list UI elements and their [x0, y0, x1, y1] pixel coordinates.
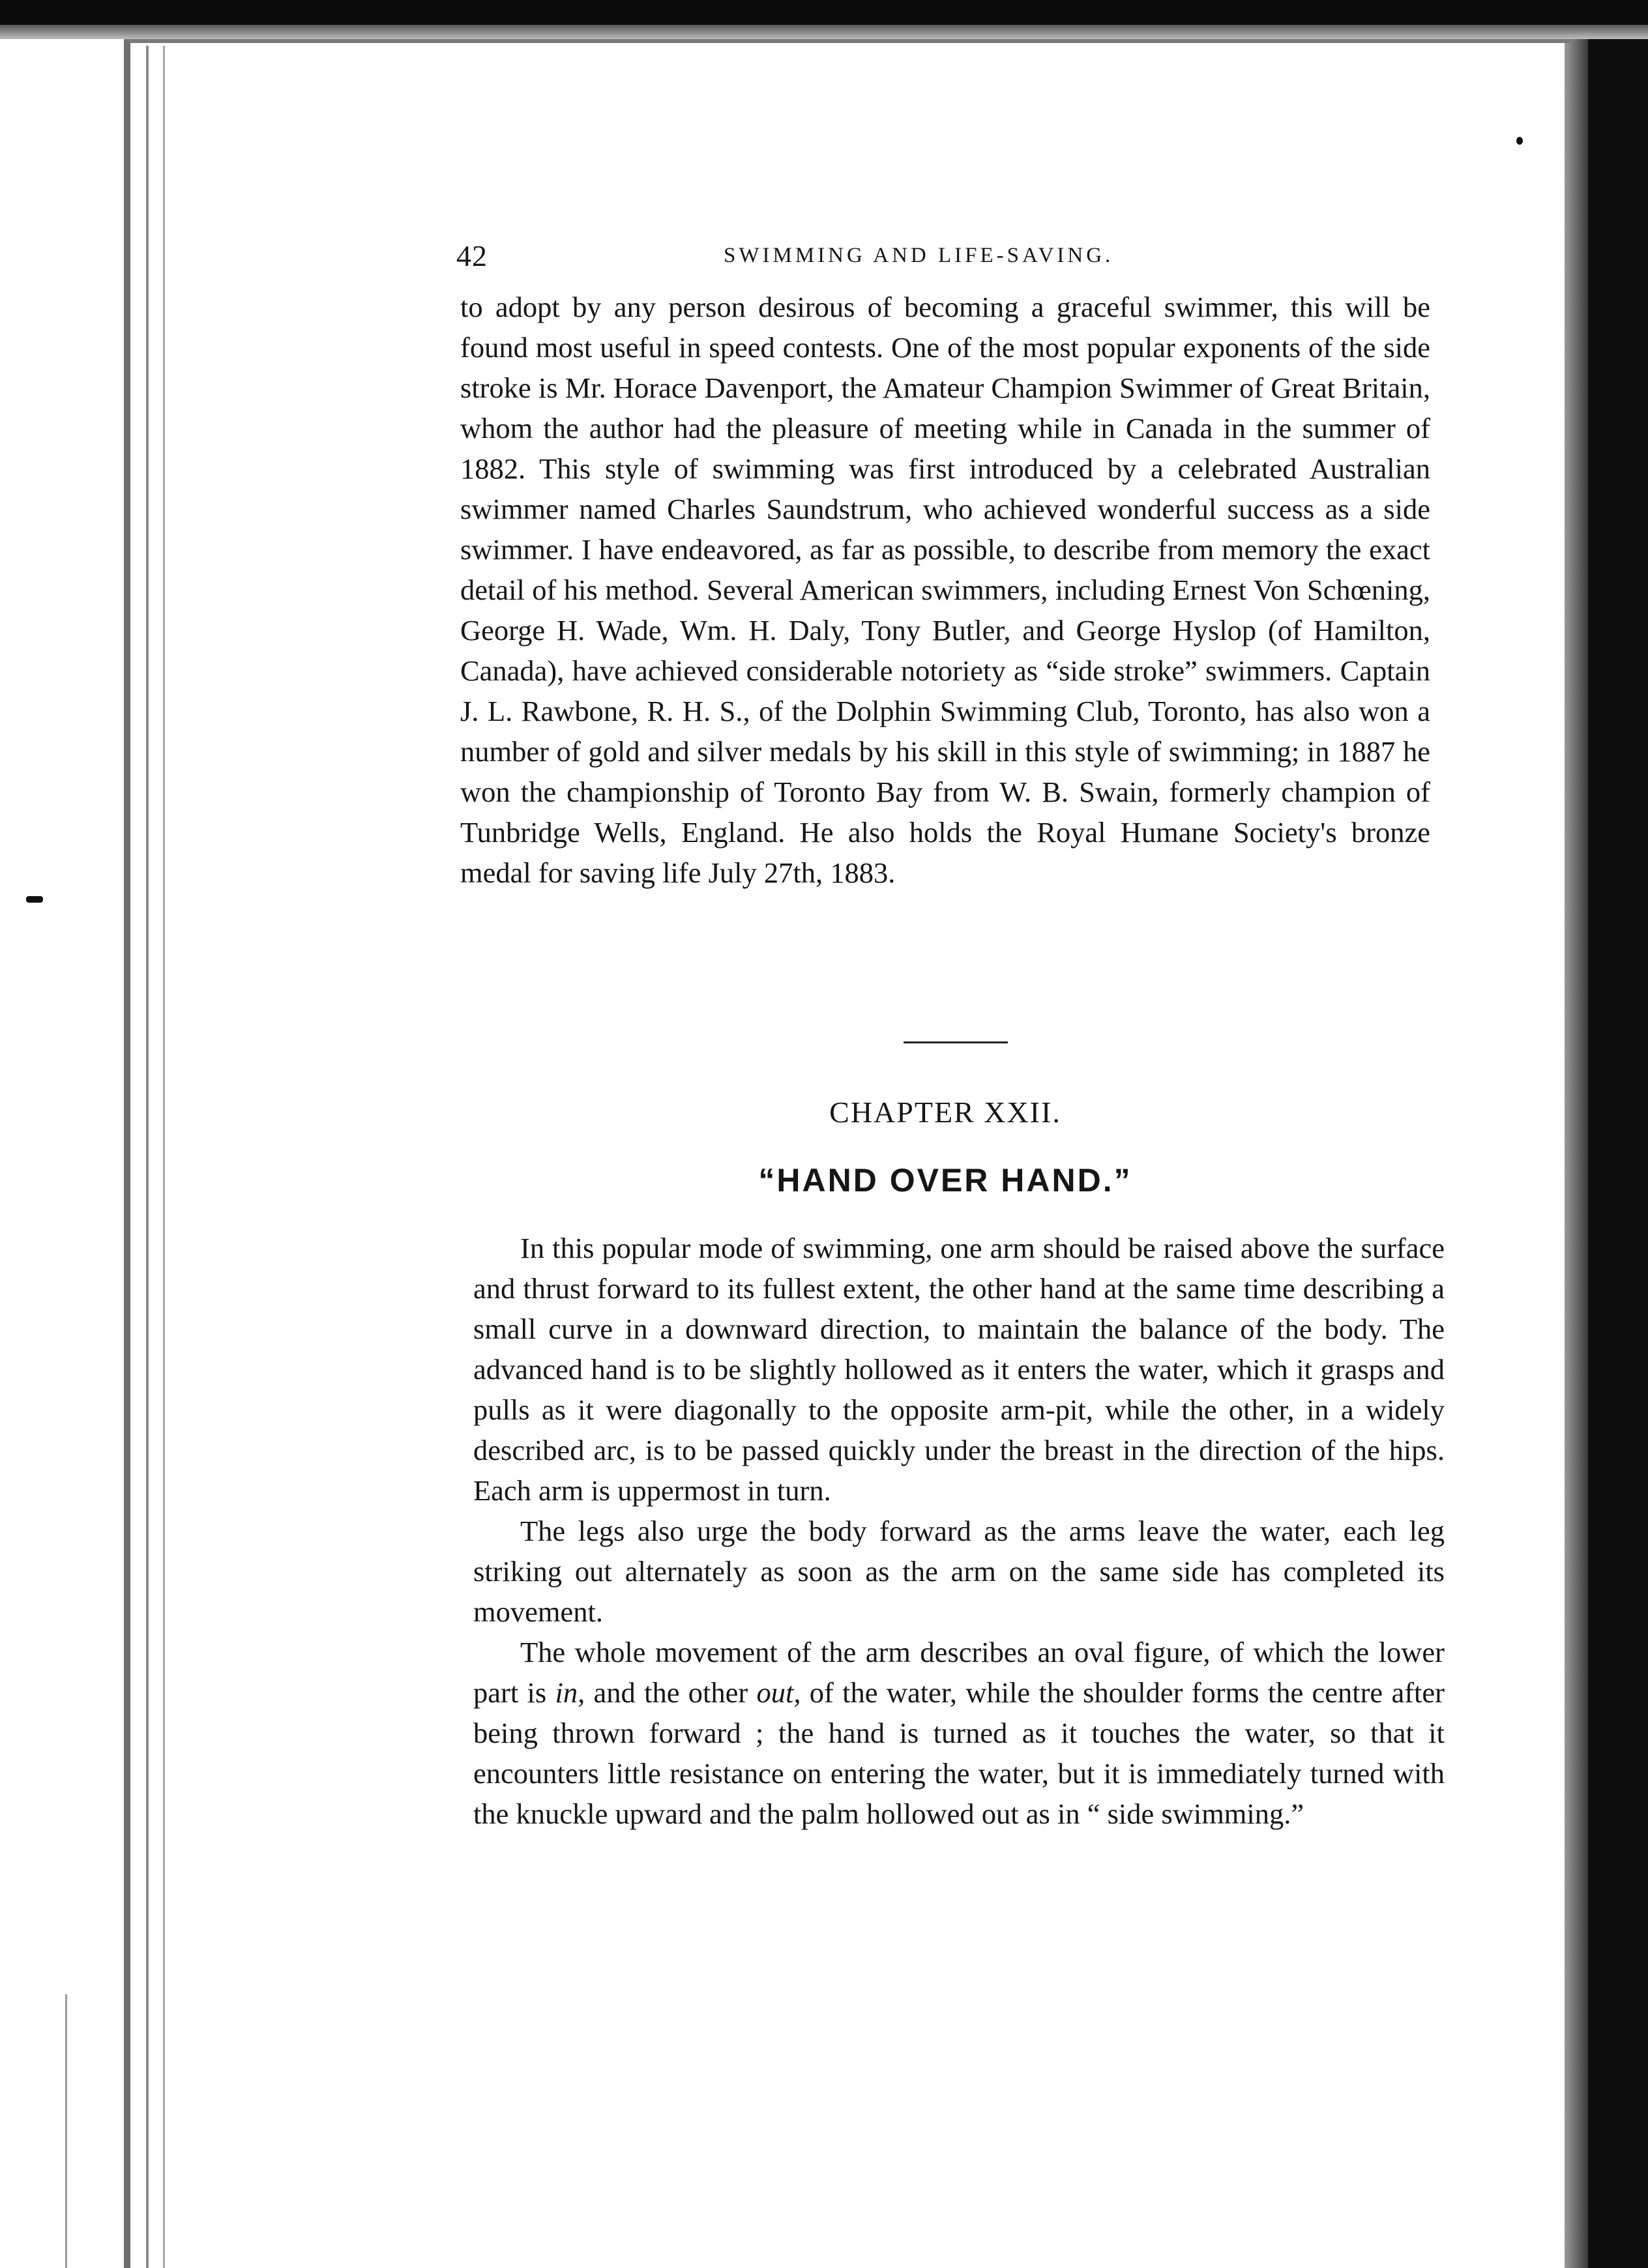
body-text-chapter — [473, 1228, 1445, 1834]
body-text-top — [460, 287, 1430, 893]
paragraph-text: of the water, while the shoulder forms the centre after being thrown forward ; the hand is turned as it touches the water, so that it encounters little resistance on entering the water, but it is immediately turned with the knuckle upward and the palm hollowed out as in “ side swimming.” — [473, 1676, 1445, 1830]
page-edge-line — [65, 1994, 67, 2268]
section-divider — [904, 1041, 1008, 1043]
paragraph-text: and the other — [585, 1676, 757, 1709]
paragraph — [473, 1632, 1445, 1834]
running-title: SWIMMING AND LIFE-SAVING. — [724, 244, 1114, 267]
paragraph: In this popular mode of swimming, one arm should be raised above the surface and thrust forward to its fullest extent, the other hand at the same time describing a small curve in a downward direction, to maintain the balance of the body. The advanced hand is to be slightly hollowed as it enters the water, which it grasps and pulls as it were diagonally to the opposite arm-pit, while the other, in a widely described arc, is to be passed quickly under the breast in the direction of the hips. Each arm is uppermost in turn. — [473, 1232, 1445, 1507]
page-edge-line — [163, 46, 165, 2268]
italic-word: out, — [756, 1676, 801, 1709]
scan-top-border — [0, 0, 1648, 25]
scan-speck — [1516, 137, 1523, 145]
paragraph: The legs also urge the body forward as the arms leave the water, each leg striking out alternately as soon as the arm on the same side has completed its movement. — [473, 1515, 1445, 1628]
page-number: 42 — [456, 239, 488, 272]
italic-word: in, — [555, 1676, 585, 1709]
scan-top-shadow — [0, 25, 1648, 39]
paragraph-text: The whole movement of the arm describes an oval figure, of which the lower part is — [473, 1636, 1445, 1709]
scan-right-border — [1588, 39, 1648, 2268]
paragraph: to adopt by any person desirous of becoming a graceful swimmer, this will be found most useful in speed contests. One of the most popular exponents of the side stroke is Mr. Horace Davenport, the Amateur Champion Swimmer of Great Britain, whom the author had the pleasure of meeting while in Canada in the summer of 1882. This style of swimming was first introduced by a celebrated Australian swimmer named Charles Saundstrum, who achieved wonderful success as a side swimmer. I have endeavored, as far as possible, to describe from memory the exact detail of his method. Several American swimmers, including Ernest Von Schœning, George H. Wade, Wm. H. Daly, Tony Butler, and George Hyslop (of Hamilton, Canada), have achieved considerable notoriety as “side stroke” swimmers. Captain J. L. Rawbone, R. H. S., of the Dolphin Swimming Club, Toronto, has also won a number of gold and silver medals by his skill in this style of swimming; in 1887 he won the championship of Toronto Bay from W. B. Swain, formerly champion of Tunbridge Wells, England. He also holds the Royal Humane Society's bronze medal for saving life July 27th, 1883. — [460, 291, 1430, 889]
page-edge-line — [146, 46, 149, 2268]
scan-speck — [26, 896, 43, 903]
running-header — [456, 239, 1499, 278]
chapter-title: “HAND OVER HAND.” — [758, 1162, 1132, 1199]
chapter-label: CHAPTER XXII. — [829, 1096, 1061, 1129]
